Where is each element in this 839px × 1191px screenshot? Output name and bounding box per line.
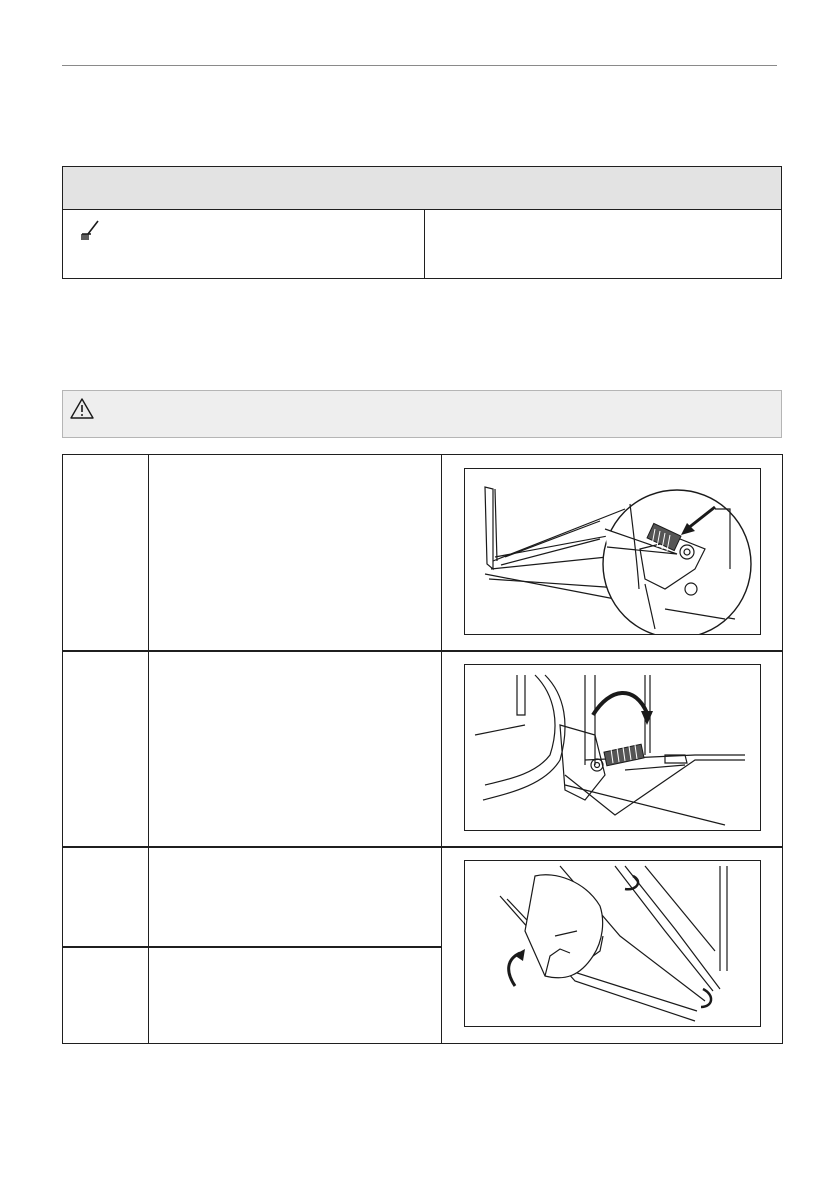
warning-box [62, 390, 782, 438]
hinge-lever-rotate-illustration [464, 664, 761, 831]
header-rule [62, 65, 777, 66]
info-table-cell-left [63, 210, 425, 278]
steps-row-divider-2 [63, 846, 782, 848]
warning-triangle-icon [69, 397, 95, 421]
steps-table [62, 454, 783, 1044]
steps-column-divider-2 [441, 455, 442, 1043]
door-lift-illustration [464, 860, 761, 1027]
steps-column-divider-1 [148, 455, 149, 1043]
brush-icon [79, 220, 101, 242]
info-table [62, 166, 782, 279]
info-table-header [63, 167, 781, 210]
info-table-cell-right [425, 210, 781, 278]
steps-row-divider-3 [63, 946, 442, 948]
steps-row-divider-1 [63, 650, 782, 652]
hinge-lever-zoom-illustration [464, 468, 761, 635]
